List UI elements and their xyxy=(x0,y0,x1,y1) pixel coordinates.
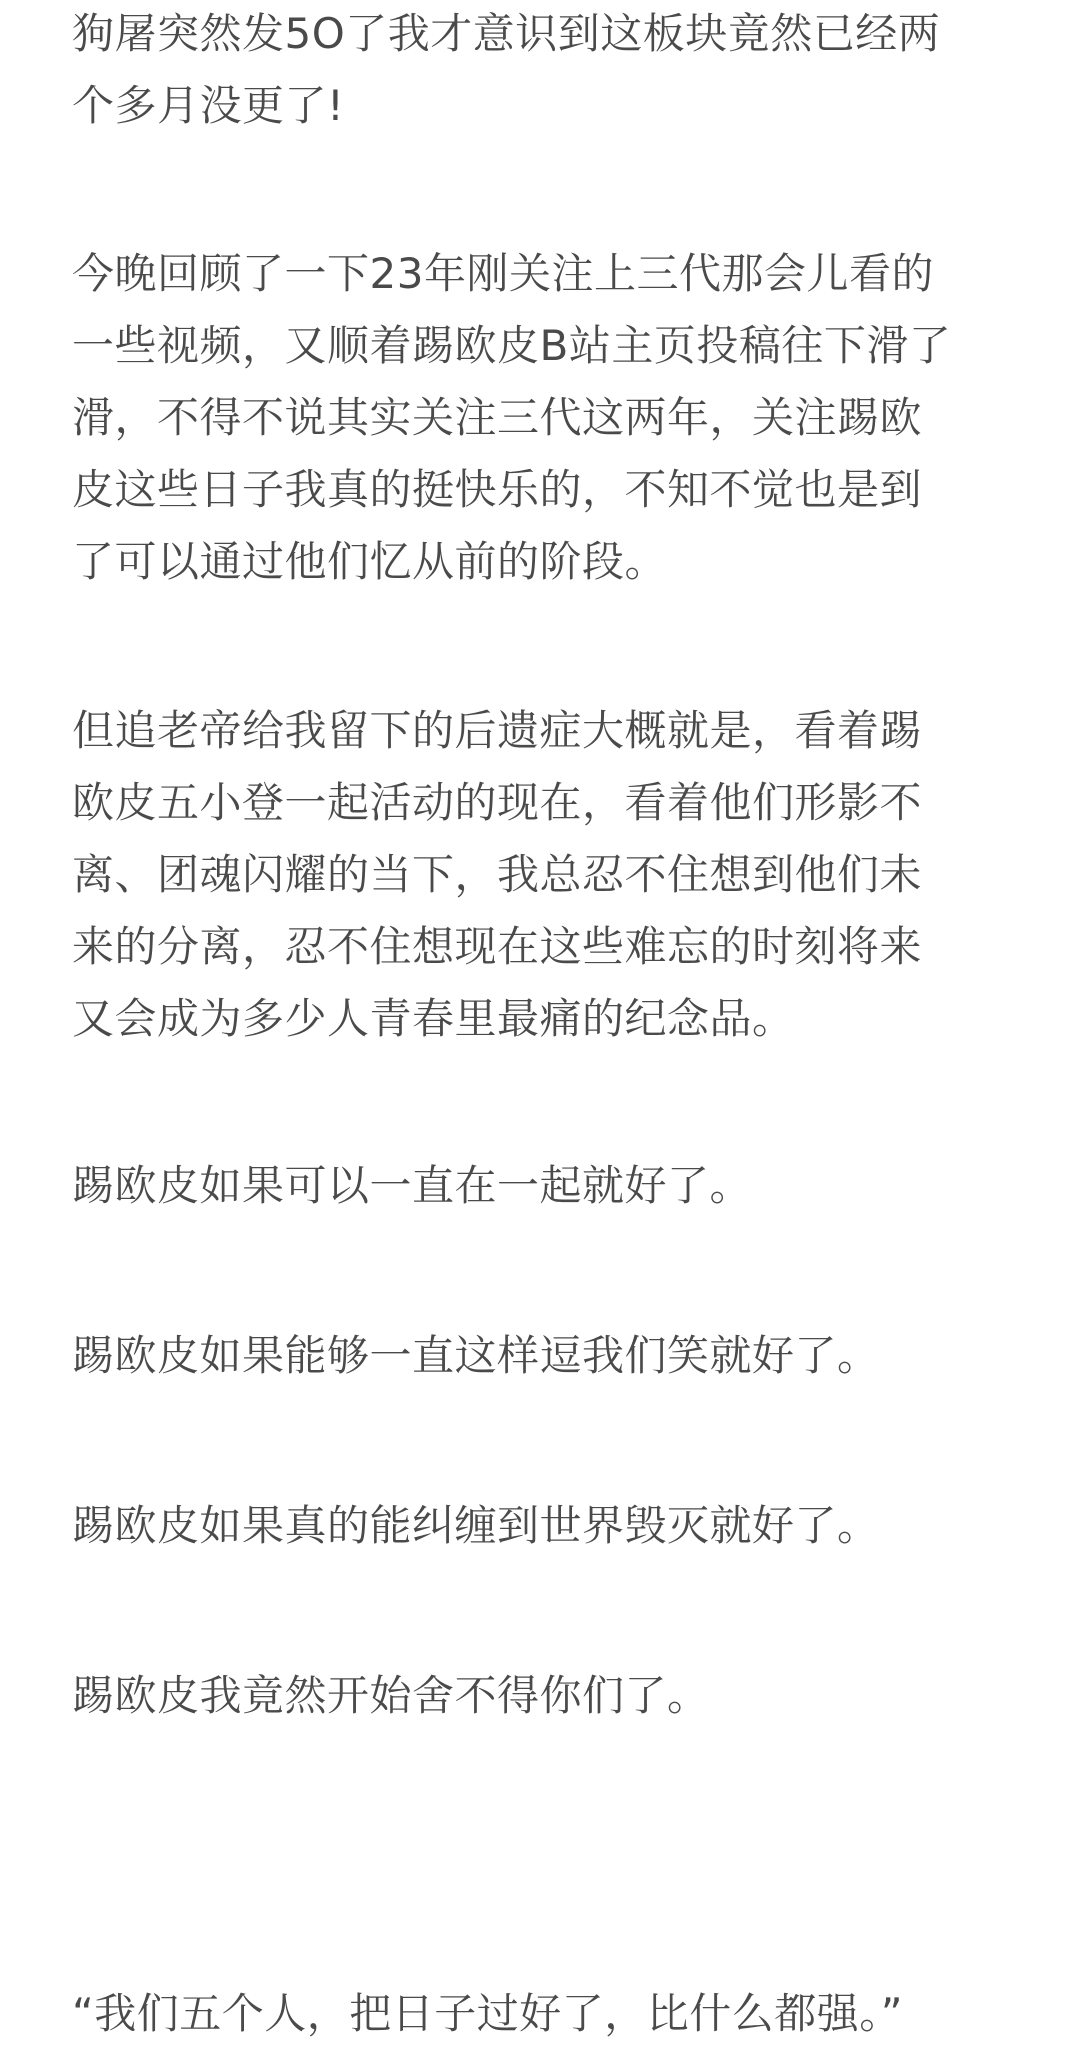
text-line: 一些视频，又顺着踢欧皮B站主页投稿往下滑了 xyxy=(72,321,952,370)
paragraph-6 xyxy=(72,1490,880,1562)
text-line: 踢欧皮我竟然开始舍不得你们了。 xyxy=(72,1671,710,1720)
closing-quote xyxy=(72,1978,903,2050)
text-line: 踢欧皮如果可以一直在一起就好了。 xyxy=(72,1161,753,1210)
text-line: 又会成为多少人青春里最痛的纪念品。 xyxy=(72,994,795,1043)
text-line: 离、团魂闪耀的当下，我总忍不住想到他们未 xyxy=(72,850,923,899)
text-line: 但追老帝给我留下的后遗症大概就是，看着踢 xyxy=(72,706,923,755)
text-line: 滑，不得不说其实关注三代这两年，关注踢欧 xyxy=(72,393,923,442)
text-line: 今晚回顾了一下23年刚关注上三代那会儿看的 xyxy=(72,249,934,298)
paragraph-1 xyxy=(72,0,940,142)
text-line: 踢欧皮如果真的能纠缠到世界毁灭就好了。 xyxy=(72,1501,880,1550)
text-line: 来的分离，忍不住想现在这些难忘的时刻将来 xyxy=(72,922,923,971)
paragraph-5 xyxy=(72,1320,880,1392)
text-line: 个多月没更了! xyxy=(72,81,345,130)
paragraph-4 xyxy=(72,1150,752,1222)
text-line: 了可以通过他们忆从前的阶段。 xyxy=(72,537,668,586)
text-line: “我们五个人，把日子过好了，比什么都强。” xyxy=(72,1989,904,2038)
paragraph-7 xyxy=(72,1660,710,1732)
text-line: 欧皮五小登一起活动的现在，看着他们形影不 xyxy=(72,778,923,827)
paragraph-3 xyxy=(72,695,922,1055)
text-line: 皮这些日子我真的挺快乐的，不知不觉也是到 xyxy=(72,465,923,514)
text-line: 踢欧皮如果能够一直这样逗我们笑就好了。 xyxy=(72,1331,880,1380)
paragraph-2 xyxy=(72,238,951,598)
text-line: 狗屠突然发5O了我才意识到这板块竟然已经两 xyxy=(72,9,941,58)
